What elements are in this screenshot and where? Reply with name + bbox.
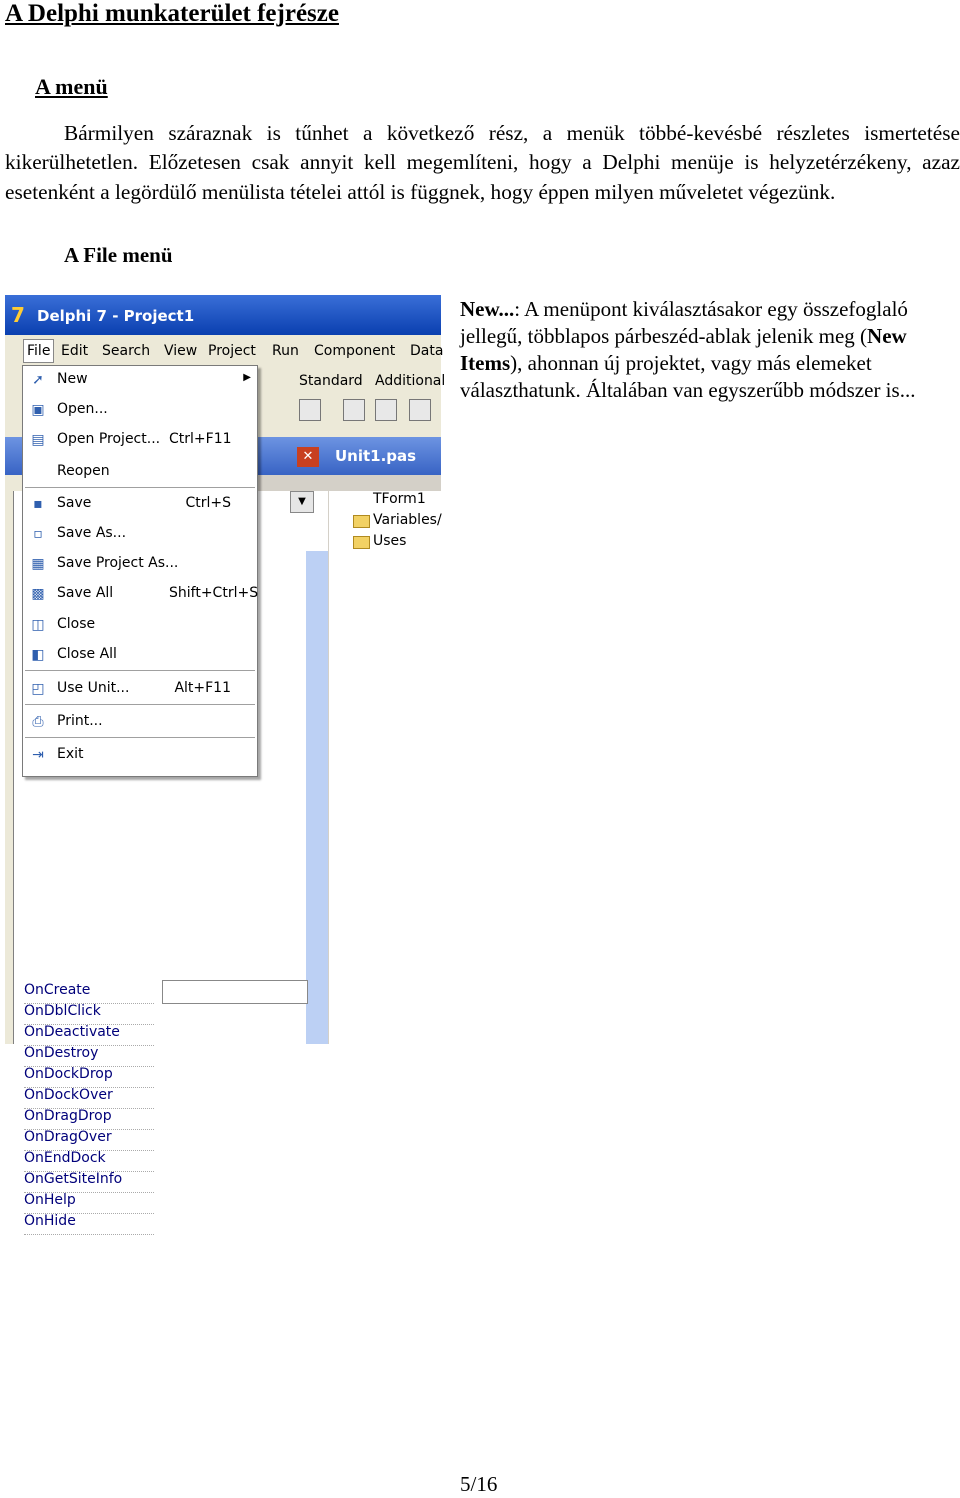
exit-icon: ⇥ [32, 747, 44, 763]
palette-tab-standard[interactable]: Standard [299, 373, 363, 389]
menu-bar [5, 335, 444, 367]
menu-item-save-project-as[interactable]: ▦ Save Project As... [23, 550, 257, 578]
chevron-down-icon[interactable]: ▼ [290, 491, 314, 513]
popupmenu-tool-icon[interactable] [409, 399, 431, 421]
menu-file[interactable]: File [23, 339, 54, 363]
folder-icon [353, 515, 370, 528]
tree-item[interactable]: TForm1 [373, 491, 426, 507]
page-heading: A Delphi munkaterület fejrésze [5, 0, 339, 27]
event-item[interactable]: OnGetSiteInfo [24, 1171, 154, 1193]
close-file-icon: ◫ [31, 617, 45, 633]
open-project-icon: ▤ [31, 432, 45, 448]
tree-item[interactable]: Variables/ [373, 512, 442, 528]
menu-item-use-unit[interactable]: ◰ Use Unit... Alt+F11 [23, 675, 257, 703]
new-item-description: New...: A menüpont kiválasztásakor egy összefoglaló jellegű, többlapos párbeszéd-ablak jelenik meg (New Items), ahonnan új projektet, vagy más elemeket választhatunk. Általában van egyszerűbb módszer is... [460, 297, 916, 402]
menu-item-reopen[interactable]: Reopen [57, 463, 110, 479]
intro-paragraph: Bármilyen száraznak is tűnhet a következő rész, a menük többé-kevésbé részletes ismertetése kikerülhetetlen. Előzetesen csak annyit kell megemlíteni, hogy a Delphi menüje is helyzetérzékeny, azaz esetenként a legördülő menülista tételei attól is függnek, hogy éppen milyen műveletet végezünk. [5, 121, 960, 204]
menu-item-print[interactable]: ⎙ Print... [23, 708, 257, 736]
event-item[interactable]: OnDockOver [24, 1087, 154, 1109]
event-value-combo[interactable] [162, 980, 308, 1004]
event-item[interactable]: OnHelp [24, 1192, 154, 1214]
save-all-icon: ▩ [31, 586, 45, 602]
menu-item-open-project[interactable]: ▤ Open Project... Ctrl+F11 [23, 426, 257, 454]
event-item[interactable]: OnCreate [24, 982, 154, 1004]
new-pointer-icon: ➚ [32, 372, 44, 388]
save-icon: ▪ [33, 496, 43, 512]
tree-item[interactable]: Uses [373, 533, 407, 549]
subsection-heading: A File menü [64, 243, 173, 267]
event-item[interactable]: OnDeactivate [24, 1024, 154, 1046]
event-item[interactable]: OnDragOver [24, 1129, 154, 1151]
menu-item-open[interactable]: ▣ Open... [23, 396, 257, 424]
event-item[interactable]: OnDragDrop [24, 1108, 154, 1130]
use-unit-icon: ◰ [31, 681, 45, 697]
menu-item-new[interactable]: ➚ New ▶ [23, 366, 257, 394]
save-project-as-icon: ▦ [31, 556, 45, 572]
submenu-arrow-icon: ▶ [243, 372, 251, 383]
delphi-screenshot [5, 295, 446, 1229]
menu-item-exit[interactable]: ⇥ Exit [23, 741, 257, 769]
file-menu-dropdown [22, 365, 258, 777]
save-as-icon: ▫ [33, 526, 43, 542]
pointer-tool-icon[interactable] [299, 399, 321, 421]
close-all-icon: ◧ [31, 647, 45, 663]
mainmenu-tool-icon[interactable] [375, 399, 397, 421]
title-bar [5, 295, 441, 335]
code-explorer-tree [329, 491, 441, 1044]
menu-search[interactable]: Search [102, 343, 151, 359]
menu-item-save-all[interactable]: ▩ Save All Shift+Ctrl+S [23, 580, 257, 608]
print-icon: ⎙ [32, 714, 44, 730]
event-item[interactable]: OnEndDock [24, 1150, 154, 1172]
menu-view[interactable]: View [164, 343, 198, 359]
menu-component[interactable]: Component [314, 343, 396, 359]
menu-item-close[interactable]: ◫ Close [23, 611, 257, 639]
editor-tab-unit1[interactable]: Unit1.pas [335, 447, 417, 465]
page-number: 5/16 [460, 1472, 498, 1496]
event-item[interactable]: OnDockDrop [24, 1066, 154, 1088]
window-title: Delphi 7 - Project1 [37, 307, 195, 325]
palette-tab-additional[interactable]: Additional [375, 373, 446, 389]
menu-separator [25, 704, 255, 705]
close-icon[interactable]: ✕ [297, 447, 319, 467]
menu-separator [25, 487, 255, 488]
event-item[interactable]: OnHide [24, 1213, 154, 1235]
menu-run[interactable]: Run [272, 343, 299, 359]
menu-separator [25, 737, 255, 738]
menu-edit[interactable]: Edit [61, 343, 89, 359]
menu-item-save[interactable]: ▪ Save Ctrl+S [23, 490, 257, 518]
open-icon: ▣ [31, 402, 45, 418]
menu-item-save-as[interactable]: ▫ Save As... [23, 520, 257, 548]
delphi-logo-icon: 7 [11, 303, 25, 327]
menu-project[interactable]: Project [208, 343, 256, 359]
component-palette [255, 367, 446, 437]
section-heading: A menü [35, 74, 108, 99]
frame-tool-icon[interactable] [343, 399, 365, 421]
menu-data[interactable]: Data [410, 343, 444, 359]
event-item[interactable]: OnDestroy [24, 1045, 154, 1067]
menu-item-close-all[interactable]: ◧ Close All [23, 641, 257, 669]
menu-separator [25, 670, 255, 671]
event-item[interactable]: OnDblClick [24, 1003, 154, 1025]
inspector-scrollbar[interactable] [306, 551, 328, 1044]
folder-icon [353, 536, 370, 549]
